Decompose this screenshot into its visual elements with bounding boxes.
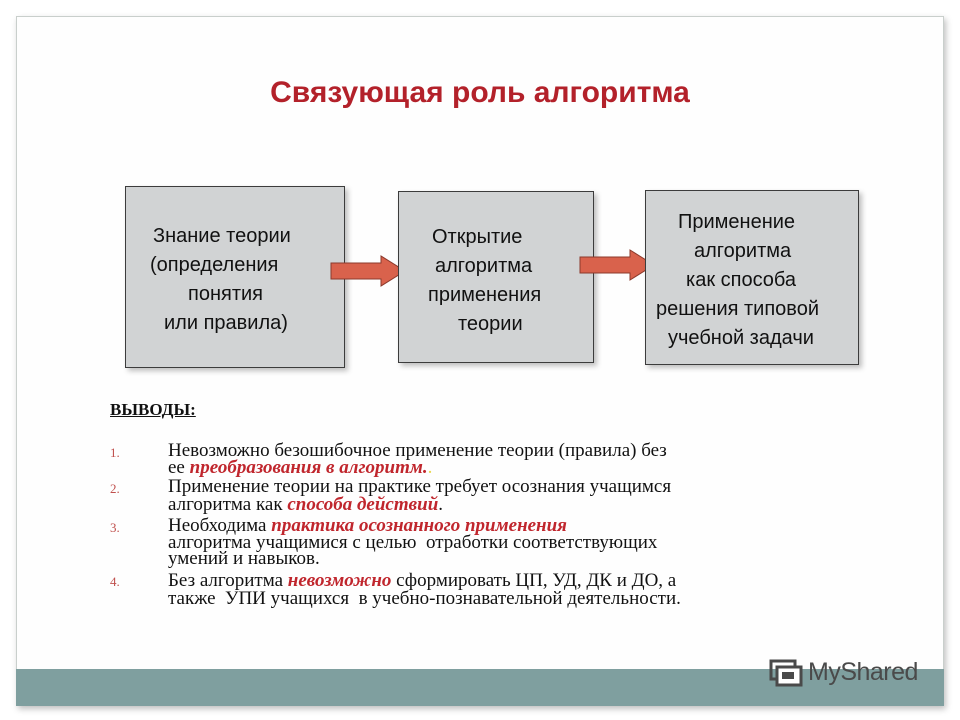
box1-line: Знание теории [153, 225, 291, 247]
box1-line: понятия [188, 283, 263, 305]
arrow-right-icon [329, 255, 407, 287]
conclusions-heading: ВЫВОДЫ: [110, 400, 196, 419]
conclusion-number: 2. [110, 481, 120, 496]
slide-title: Связующая роль алгоритма [270, 76, 690, 109]
conclusion-line: ее преобразования в алгоритм.. [168, 457, 433, 478]
box3-line: алгоритма [694, 240, 792, 262]
box-algorithm-discovery [398, 191, 594, 363]
conclusion-line: алгоритма учащимися с целью отработки соответствующих [168, 532, 658, 553]
conclusion-line: алгоритма как способа действий. [168, 494, 444, 515]
highlight-text: невозможно [287, 570, 392, 591]
box3-line: как способа [686, 269, 797, 291]
conclusion-number: 4. [110, 574, 120, 589]
box3-line: Применение [678, 211, 796, 233]
conclusion-line: Без алгоритма невозможно сформировать ЦП, УД, ДК и ДО, а [168, 570, 677, 591]
box1-line: (определения [150, 254, 279, 276]
box2-line: теории [458, 313, 523, 335]
box-theory-knowledge [125, 186, 345, 368]
box2-line: Открытие [432, 226, 523, 248]
box-algorithm-application [645, 190, 859, 365]
box1-line: или правила) [164, 312, 288, 334]
highlight-text: способа действий [287, 494, 439, 515]
watermark [768, 656, 948, 692]
highlight-text: преобразования в алгоритм. [189, 457, 428, 478]
conclusion-line: Невозможно безошибочное применение теории (правила) без [168, 440, 667, 461]
box3-line: учебной задачи [668, 327, 814, 349]
myshared-logo-icon [768, 658, 804, 694]
highlight-text: практика осознанного применения [271, 515, 567, 536]
box2-line: алгоритма [435, 255, 533, 277]
conclusion-line: умений и навыков. [168, 548, 320, 569]
box2-line: применения [428, 284, 542, 306]
conclusion-number: 3. [110, 520, 120, 535]
conclusion-number: 1. [110, 445, 120, 460]
conclusion-line: Необходима практика осознанного применения [168, 515, 567, 536]
conclusion-line: также УПИ учащихся в учебно-познавательной деятельности. [168, 588, 681, 609]
box3-line: решения типовой [656, 298, 819, 320]
conclusion-line: Применение теории на практике требует осознания учащимся [168, 476, 672, 497]
watermark-text: MyShared [808, 658, 918, 686]
